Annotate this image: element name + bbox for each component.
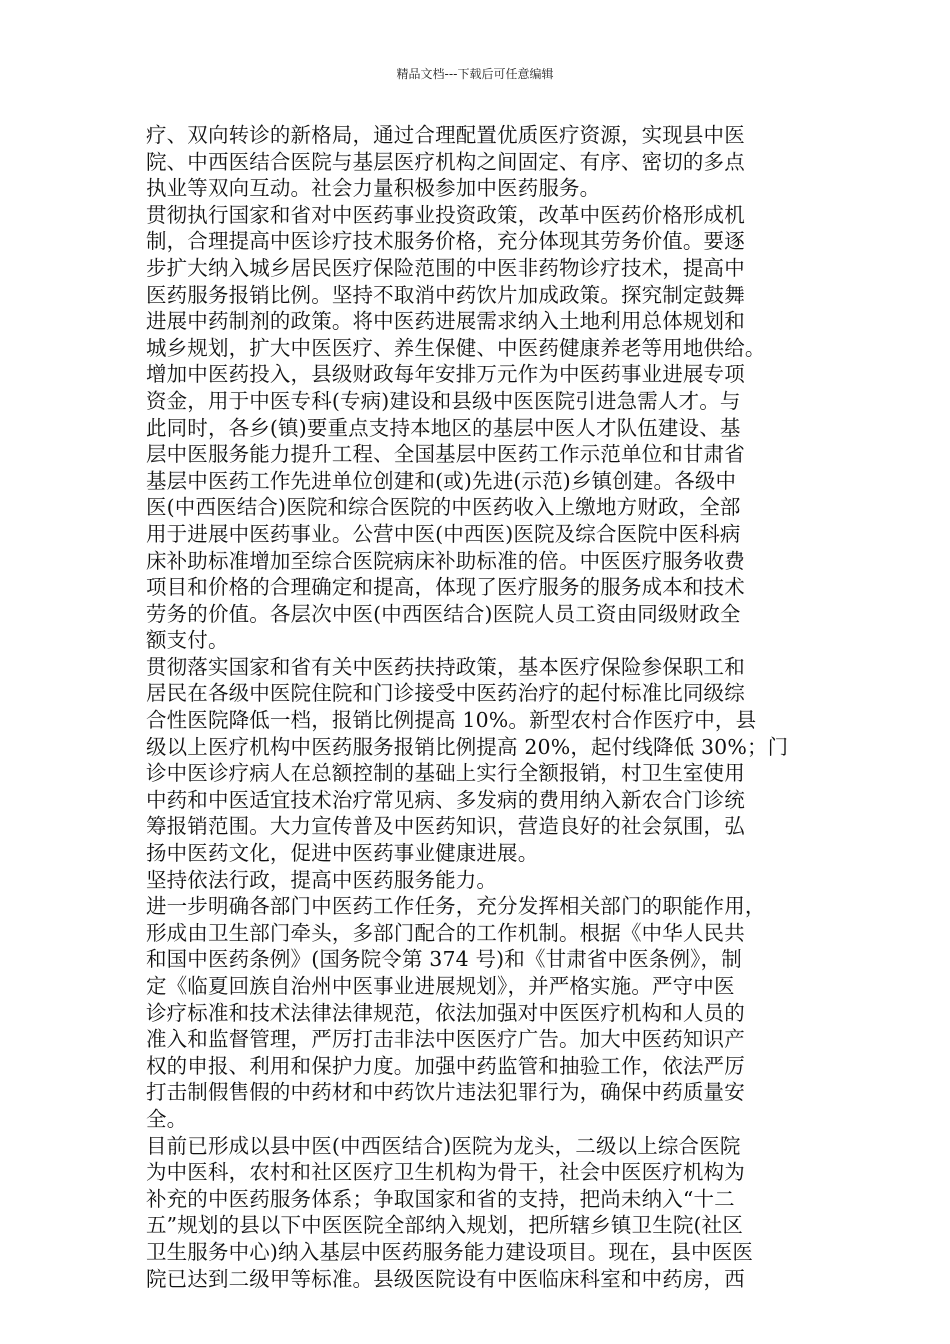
text-line: 制，合理提高中医诊疗技术服务价格，充分体现其劳务价值。要逐 bbox=[146, 229, 745, 254]
text-line: 床补助标准增加至综合医院病床补助标准的倍。中医医疗服务收费 bbox=[146, 548, 745, 573]
document-body bbox=[146, 122, 816, 1292]
text-line: 此同时，各乡(镇)要重点支持本地区的基层中医人才队伍建设、基 bbox=[146, 415, 741, 440]
text-line: 形成由卫生部门牵头，多部门配合的工作机制。根据《中华人民共 bbox=[146, 920, 745, 945]
text-line: 用于进展中医药事业。公营中医(中西医)医院及综合医院中医科病 bbox=[146, 521, 741, 546]
text-line: 基层中医药工作先进单位创建和(或)先进(示范)乡镇创建。各级中 bbox=[146, 468, 737, 493]
text-line: 诊疗标准和技术法律法律规范，依法加强对中医医疗机构和人员的 bbox=[146, 1000, 745, 1025]
text-line: 扬中医药文化，促进中医药事业健康进展。 bbox=[146, 841, 539, 866]
text-line: 执业等双向互动。社会力量积极参加中医药服务。 bbox=[146, 176, 601, 201]
text-line: 项目和价格的合理确定和提高，体现了医疗服务的服务成本和技术 bbox=[146, 575, 745, 600]
text-line: 院已达到二级甲等标准。县级医院设有中医临床科室和中药房，西 bbox=[146, 1266, 745, 1291]
text-line: 全。 bbox=[146, 1106, 188, 1131]
text-line: 医药服务报销比例。坚持不取消中药饮片加成政策。探究制定鼓舞 bbox=[146, 282, 745, 307]
text-line: 补充的中医药服务体系；争取国家和省的支持，把尚未纳入“十二 bbox=[146, 1186, 735, 1211]
text-line: 额支付。 bbox=[146, 628, 229, 653]
text-line: 疗、双向转诊的新格局，通过合理配置优质医疗资源，实现县中医 bbox=[146, 123, 745, 147]
text-line: 资金，用于中医专科(专病)建设和县级中医医院引进急需人才。与 bbox=[146, 388, 741, 413]
text-line: 定《临夏回族自治州中医事业进展规划》，并严格实施。严守中医 bbox=[146, 974, 735, 998]
page-header: 精品文档---下载后可任意编辑 bbox=[396, 67, 554, 81]
text-line: 五”规划的县以下中医医院全部纳入规划，把所辖乡镇卫生院(社区 bbox=[146, 1213, 743, 1238]
text-line: 贯彻执行国家和省对中医药事业投资政策，改革中医药价格形成机 bbox=[146, 202, 745, 227]
text-line: 院、中西医结合医院与基层医疗机构之间固定、有序、密切的多点 bbox=[146, 149, 745, 174]
text-line: 增加中医药投入，县级财政每年安排万元作为中医药事业进展专项 bbox=[146, 362, 745, 387]
text-line: 贯彻落实国家和省有关中医药扶持政策，基本医疗保险参保职工和 bbox=[146, 654, 745, 679]
text-line: 打击制假售假的中药材和中药饮片违法犯罪行为，确保中药质量安 bbox=[146, 1080, 745, 1105]
text-line: 进展中药制剂的政策。将中医药进展需求纳入土地利用总体规划和 bbox=[146, 309, 745, 334]
text-line: 筹报销范围。大力宣传普及中医药知识，营造良好的社会氛围，弘 bbox=[146, 814, 745, 839]
text-line: 城乡规划，扩大中医医疗、养生保健、中医药健康养老等用地供给。 bbox=[146, 335, 766, 360]
text-line: 进一步明确各部门中医药工作任务，充分发挥相关部门的职能作用， bbox=[146, 894, 766, 919]
text-line: 诊中医诊疗病人在总额控制的基础上实行全额报销，村卫生室使用 bbox=[146, 761, 745, 786]
text-line: 卫生服务中心)纳入基层中医药服务能力建设项目。现在，县中医医 bbox=[146, 1239, 753, 1264]
text-line: 中药和中医适宜技术治疗常见病、多发病的费用纳入新农合门诊统 bbox=[146, 787, 745, 812]
text-line: 为中医科，农村和社区医疗卫生机构为骨干，社会中医医疗机构为 bbox=[146, 1160, 745, 1185]
text-line: 目前已形成以县中医(中西医结合)医院为龙头，二级以上综合医院 bbox=[146, 1133, 741, 1158]
text-line: 医(中西医结合)医院和综合医院的中医药收入上缴地方财政，全部 bbox=[146, 495, 741, 520]
text-line: 和国中医药条例》(国务院令第 374 号)和《甘肃省中医条例》，制 bbox=[146, 947, 742, 972]
text-line: 权的申报、利用和保护力度。加强中药监管和抽验工作，依法严厉 bbox=[146, 1053, 745, 1078]
text-line: 准入和监督管理，严厉打击非法中医医疗广告。加大中医药知识产 bbox=[146, 1027, 745, 1052]
text-line: 劳务的价值。各层次中医(中西医结合)医院人员工资由同级财政全 bbox=[146, 601, 741, 626]
text-line: 合性医院降低一档，报销比例提高 10%。新型农村合作医疗中，县 bbox=[146, 708, 757, 733]
text-line: 居民在各级中医院住院和门诊接受中医药治疗的起付标准比同级综 bbox=[146, 681, 745, 706]
text-line: 步扩大纳入城乡居民医疗保险范围的中医非药物诊疗技术，提高中 bbox=[146, 255, 745, 280]
text-line: 坚持依法行政，提高中医药服务能力。 bbox=[146, 867, 498, 892]
text-line: 级以上医疗机构中医药服务报销比例提高 20%，起付线降低 30%；门 bbox=[146, 734, 789, 759]
text-line: 层中医服务能力提升工程、全国基层中医药工作示范单位和甘肃省 bbox=[146, 442, 745, 467]
